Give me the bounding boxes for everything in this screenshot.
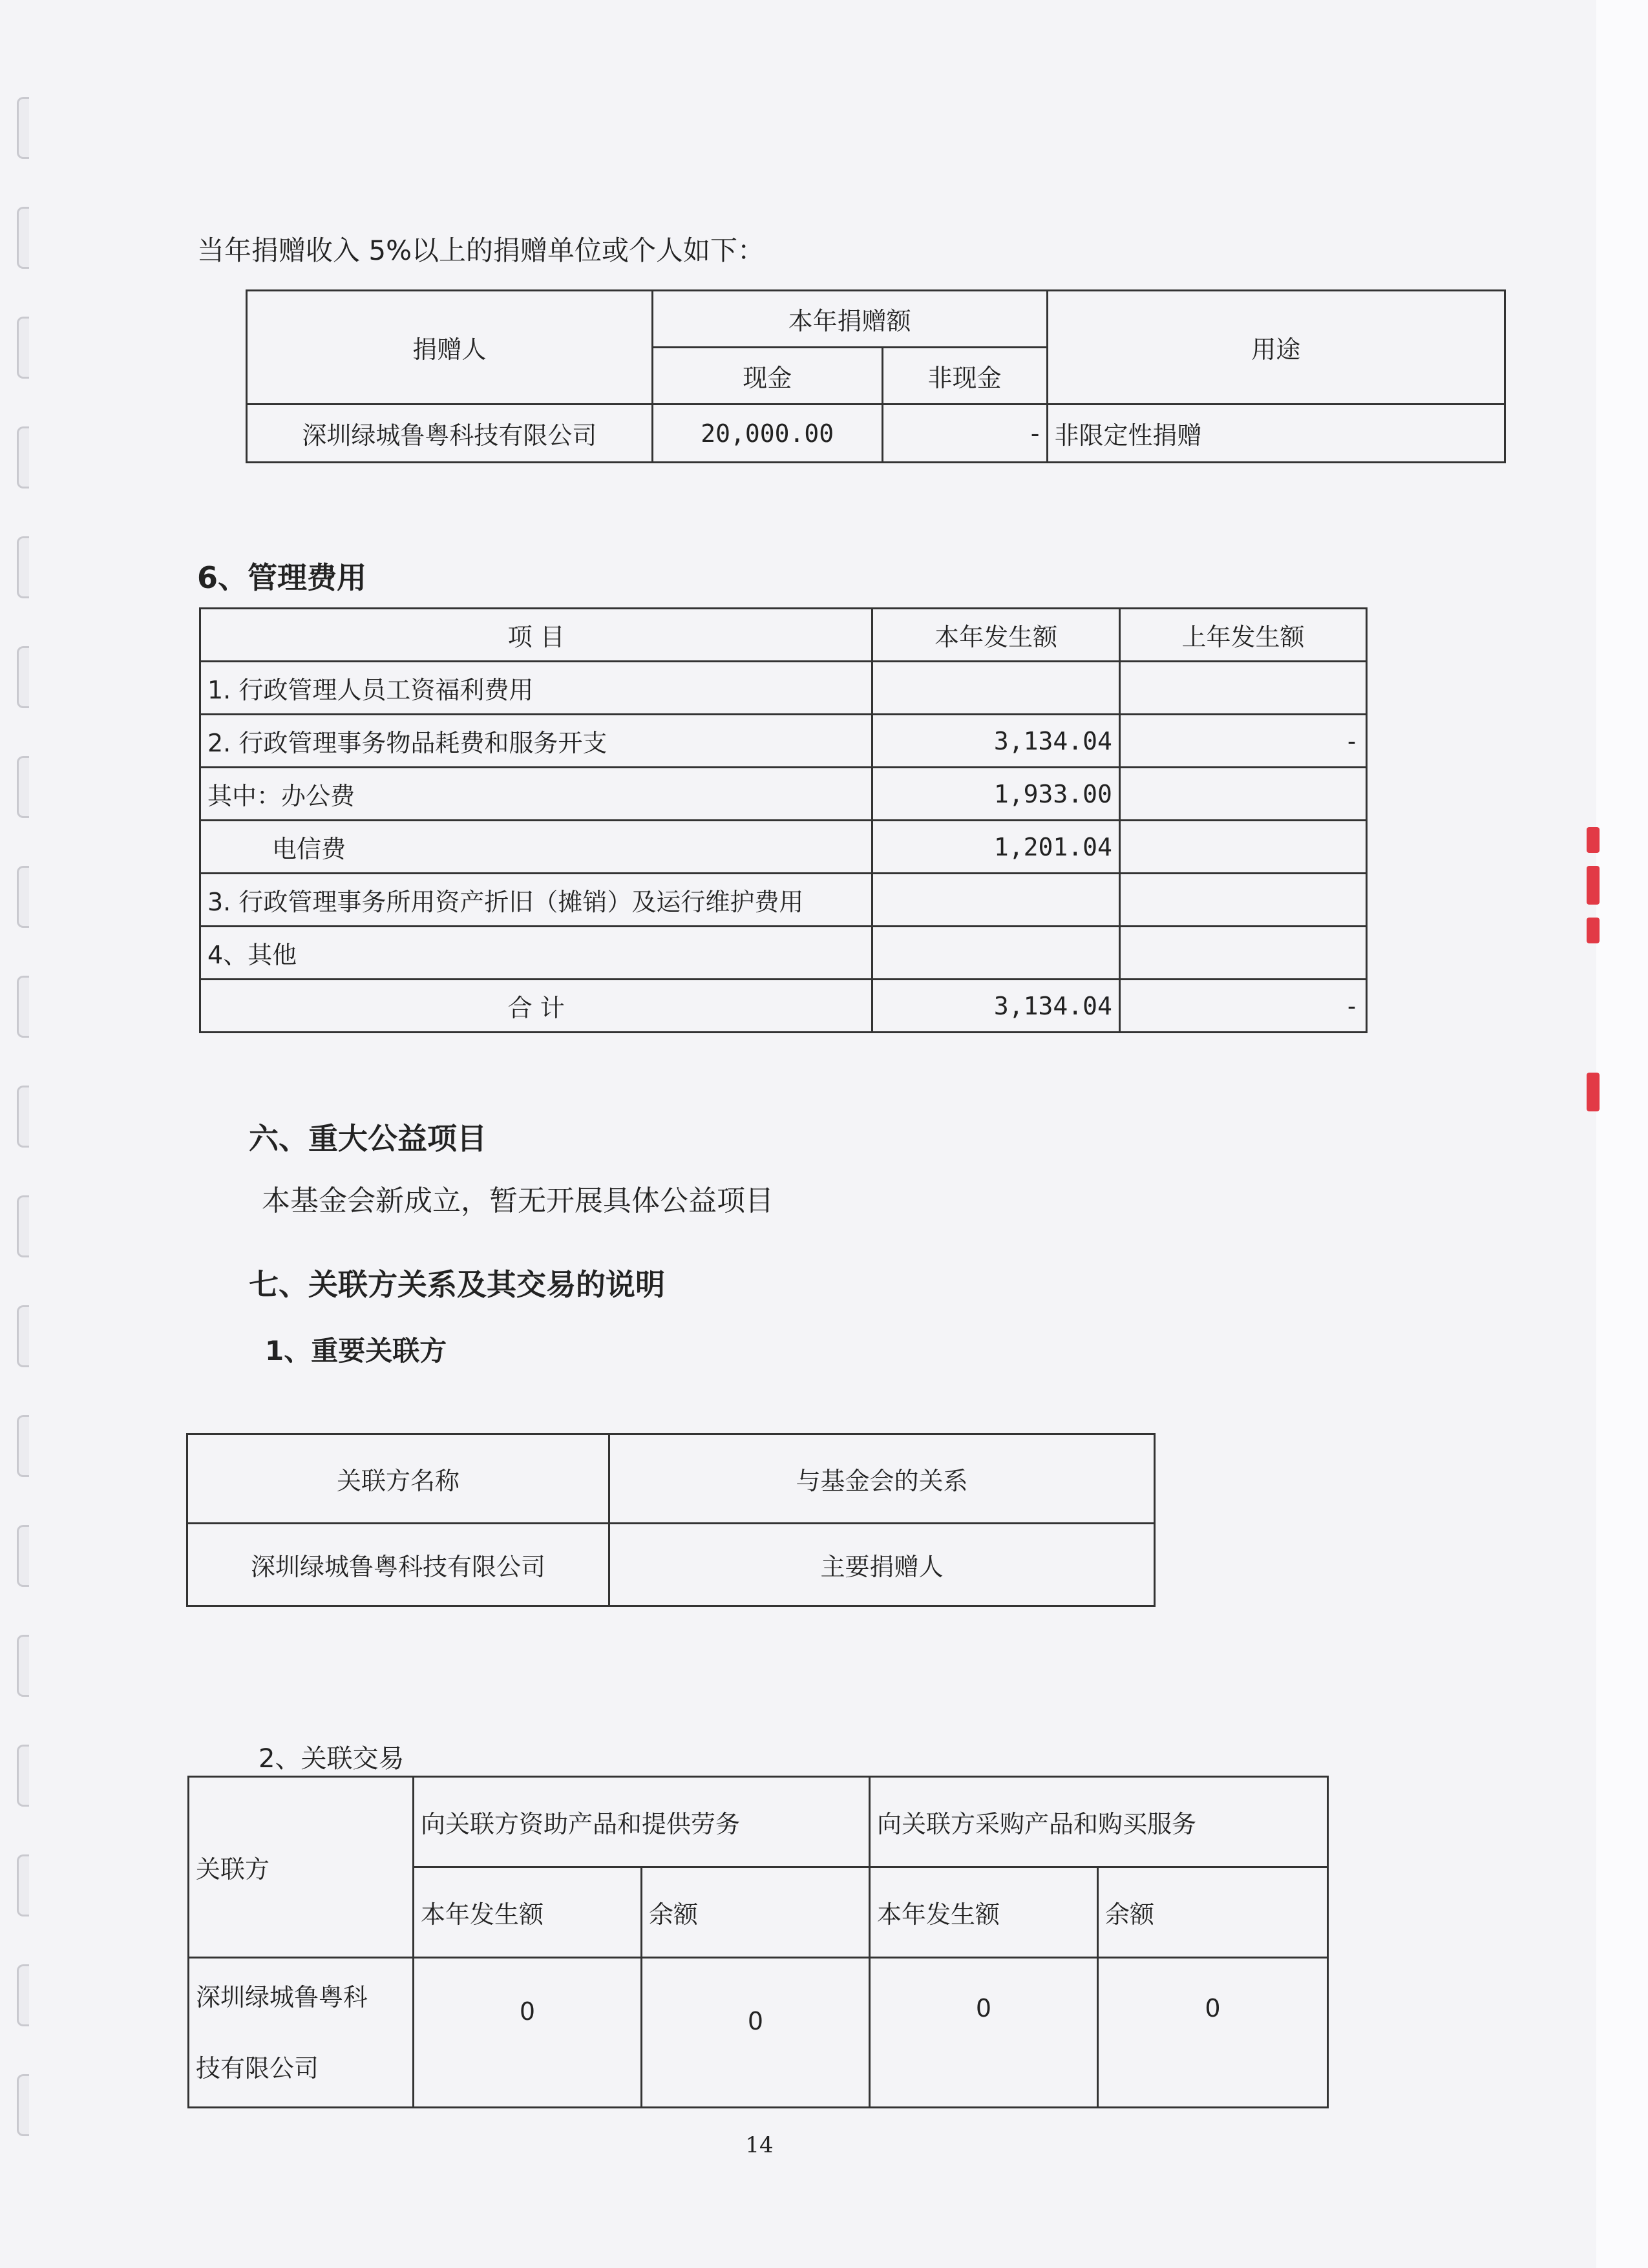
relation-cell: 主要捐赠人 [609,1524,1155,1606]
party-cell [189,1958,414,2108]
binding-hole [17,1964,29,2026]
table-row [200,662,1367,715]
purchase-balance-cell: 0 [1098,1958,1328,2108]
total-label: 合 计 [200,980,872,1033]
party-name-header: 关联方名称 [187,1434,609,1524]
noncash-header: 非现金 [882,348,1047,404]
section-seven-title: 七、关联方关系及其交易的说明 [249,1267,665,1302]
purchase-balance-header: 余额 [1098,1867,1328,1958]
total-previous: - [1119,980,1366,1033]
purpose-cell: 非限定性捐赠 [1047,404,1505,463]
previous-cell: - [1119,715,1366,768]
item-cell: 3. 行政管理事务所用资产折旧（摊销）及运行维护费用 [200,874,872,927]
party-header: 关联方 [189,1777,414,1958]
binding-hole [17,866,29,928]
item-cell: 4、其他 [200,927,872,980]
cash-cell: 20,000.00 [652,404,882,463]
provide-balance-header: 余额 [642,1867,870,1958]
table-row [187,1524,1155,1606]
provide-balance-cell: 0 [642,1958,870,2108]
previous-cell [1119,821,1366,874]
binding-hole [17,646,29,708]
previous-header: 上年发生额 [1119,609,1366,662]
binding-hole [17,1525,29,1587]
binding-holes [12,0,37,2268]
admin-expense-table [199,607,1368,1033]
binding-hole [17,97,29,159]
item-cell: 其中：办公费 [200,768,872,821]
seal-stamp-edge [1587,918,1600,943]
intro-text: 当年捐赠收入 5%以上的捐赠单位或个人如下： [197,235,765,266]
donor-table [246,289,1506,463]
binding-hole [17,1195,29,1257]
section-6-title: 6、管理费用 [197,560,367,595]
related-transaction-table [187,1776,1329,2108]
section-six-title: 六、重大公益项目 [249,1121,487,1156]
seal-stamp-edge [1587,1073,1600,1111]
binding-hole [17,756,29,818]
binding-hole [17,1415,29,1477]
purchase-current-cell: 0 [870,1958,1098,2108]
relation-header: 与基金会的关系 [609,1434,1155,1524]
binding-hole [17,976,29,1038]
purchase-header: 向关联方采购产品和购买服务 [870,1777,1328,1867]
current-cell [872,874,1119,927]
table-row [200,768,1367,821]
provide-current-cell: 0 [414,1958,642,2108]
total-row [200,980,1367,1033]
seal-stamp-edge [1587,866,1600,905]
page-number: 14 [745,2132,774,2158]
current-cell: 1,201.04 [872,821,1119,874]
total-current: 3,134.04 [872,980,1119,1033]
binding-hole [17,1086,29,1148]
table-row [189,1958,1328,2108]
section-six-body: 本基金会新成立，暂无开展具体公益项目 [262,1184,774,1217]
current-cell [872,927,1119,980]
item-cell: 1. 行政管理人员工资福利费用 [200,662,872,715]
current-cell [872,662,1119,715]
party-line-2: 技有限公司 [196,2053,319,2083]
related-party-subtitle: 1、重要关联方 [265,1335,447,1367]
page-edge [1596,0,1648,2268]
item-header: 项 目 [200,609,872,662]
amount-header: 本年捐赠额 [652,291,1047,348]
current-cell: 3,134.04 [872,715,1119,768]
previous-cell [1119,927,1366,980]
table-row [200,927,1367,980]
binding-hole [17,1745,29,1807]
provide-header: 向关联方资助产品和提供劳务 [414,1777,870,1867]
binding-hole [17,426,29,488]
noncash-cell: - [882,404,1047,463]
previous-cell [1119,874,1366,927]
previous-cell [1119,662,1366,715]
provide-current-header: 本年发生额 [414,1867,642,1958]
purchase-current-header: 本年发生额 [870,1867,1098,1958]
binding-hole [17,1854,29,1916]
cash-header: 现金 [652,348,882,404]
binding-hole [17,1305,29,1367]
table-row [200,715,1367,768]
item-cell: 2. 行政管理事务物品耗费和服务开支 [200,715,872,768]
donor-cell: 深圳绿城鲁粤科技有限公司 [247,404,653,463]
binding-hole [17,536,29,598]
binding-hole [17,207,29,269]
binding-hole [17,317,29,379]
current-cell: 1,933.00 [872,768,1119,821]
party-line-1: 深圳绿城鲁粤科 [196,1982,368,2011]
table-row [200,874,1367,927]
table-row [247,404,1505,463]
related-party-table [186,1433,1156,1607]
purpose-header: 用途 [1047,291,1505,404]
item-cell: 电信费 [200,821,872,874]
current-header: 本年发生额 [872,609,1119,662]
seal-stamp-edge [1587,827,1600,853]
donor-header: 捐赠人 [247,291,653,404]
binding-hole [17,1635,29,1697]
binding-hole [17,2074,29,2136]
transaction-subtitle: 2、关联交易 [259,1744,405,1774]
previous-cell [1119,768,1366,821]
party-name-cell: 深圳绿城鲁粤科技有限公司 [187,1524,609,1606]
table-row [200,821,1367,874]
